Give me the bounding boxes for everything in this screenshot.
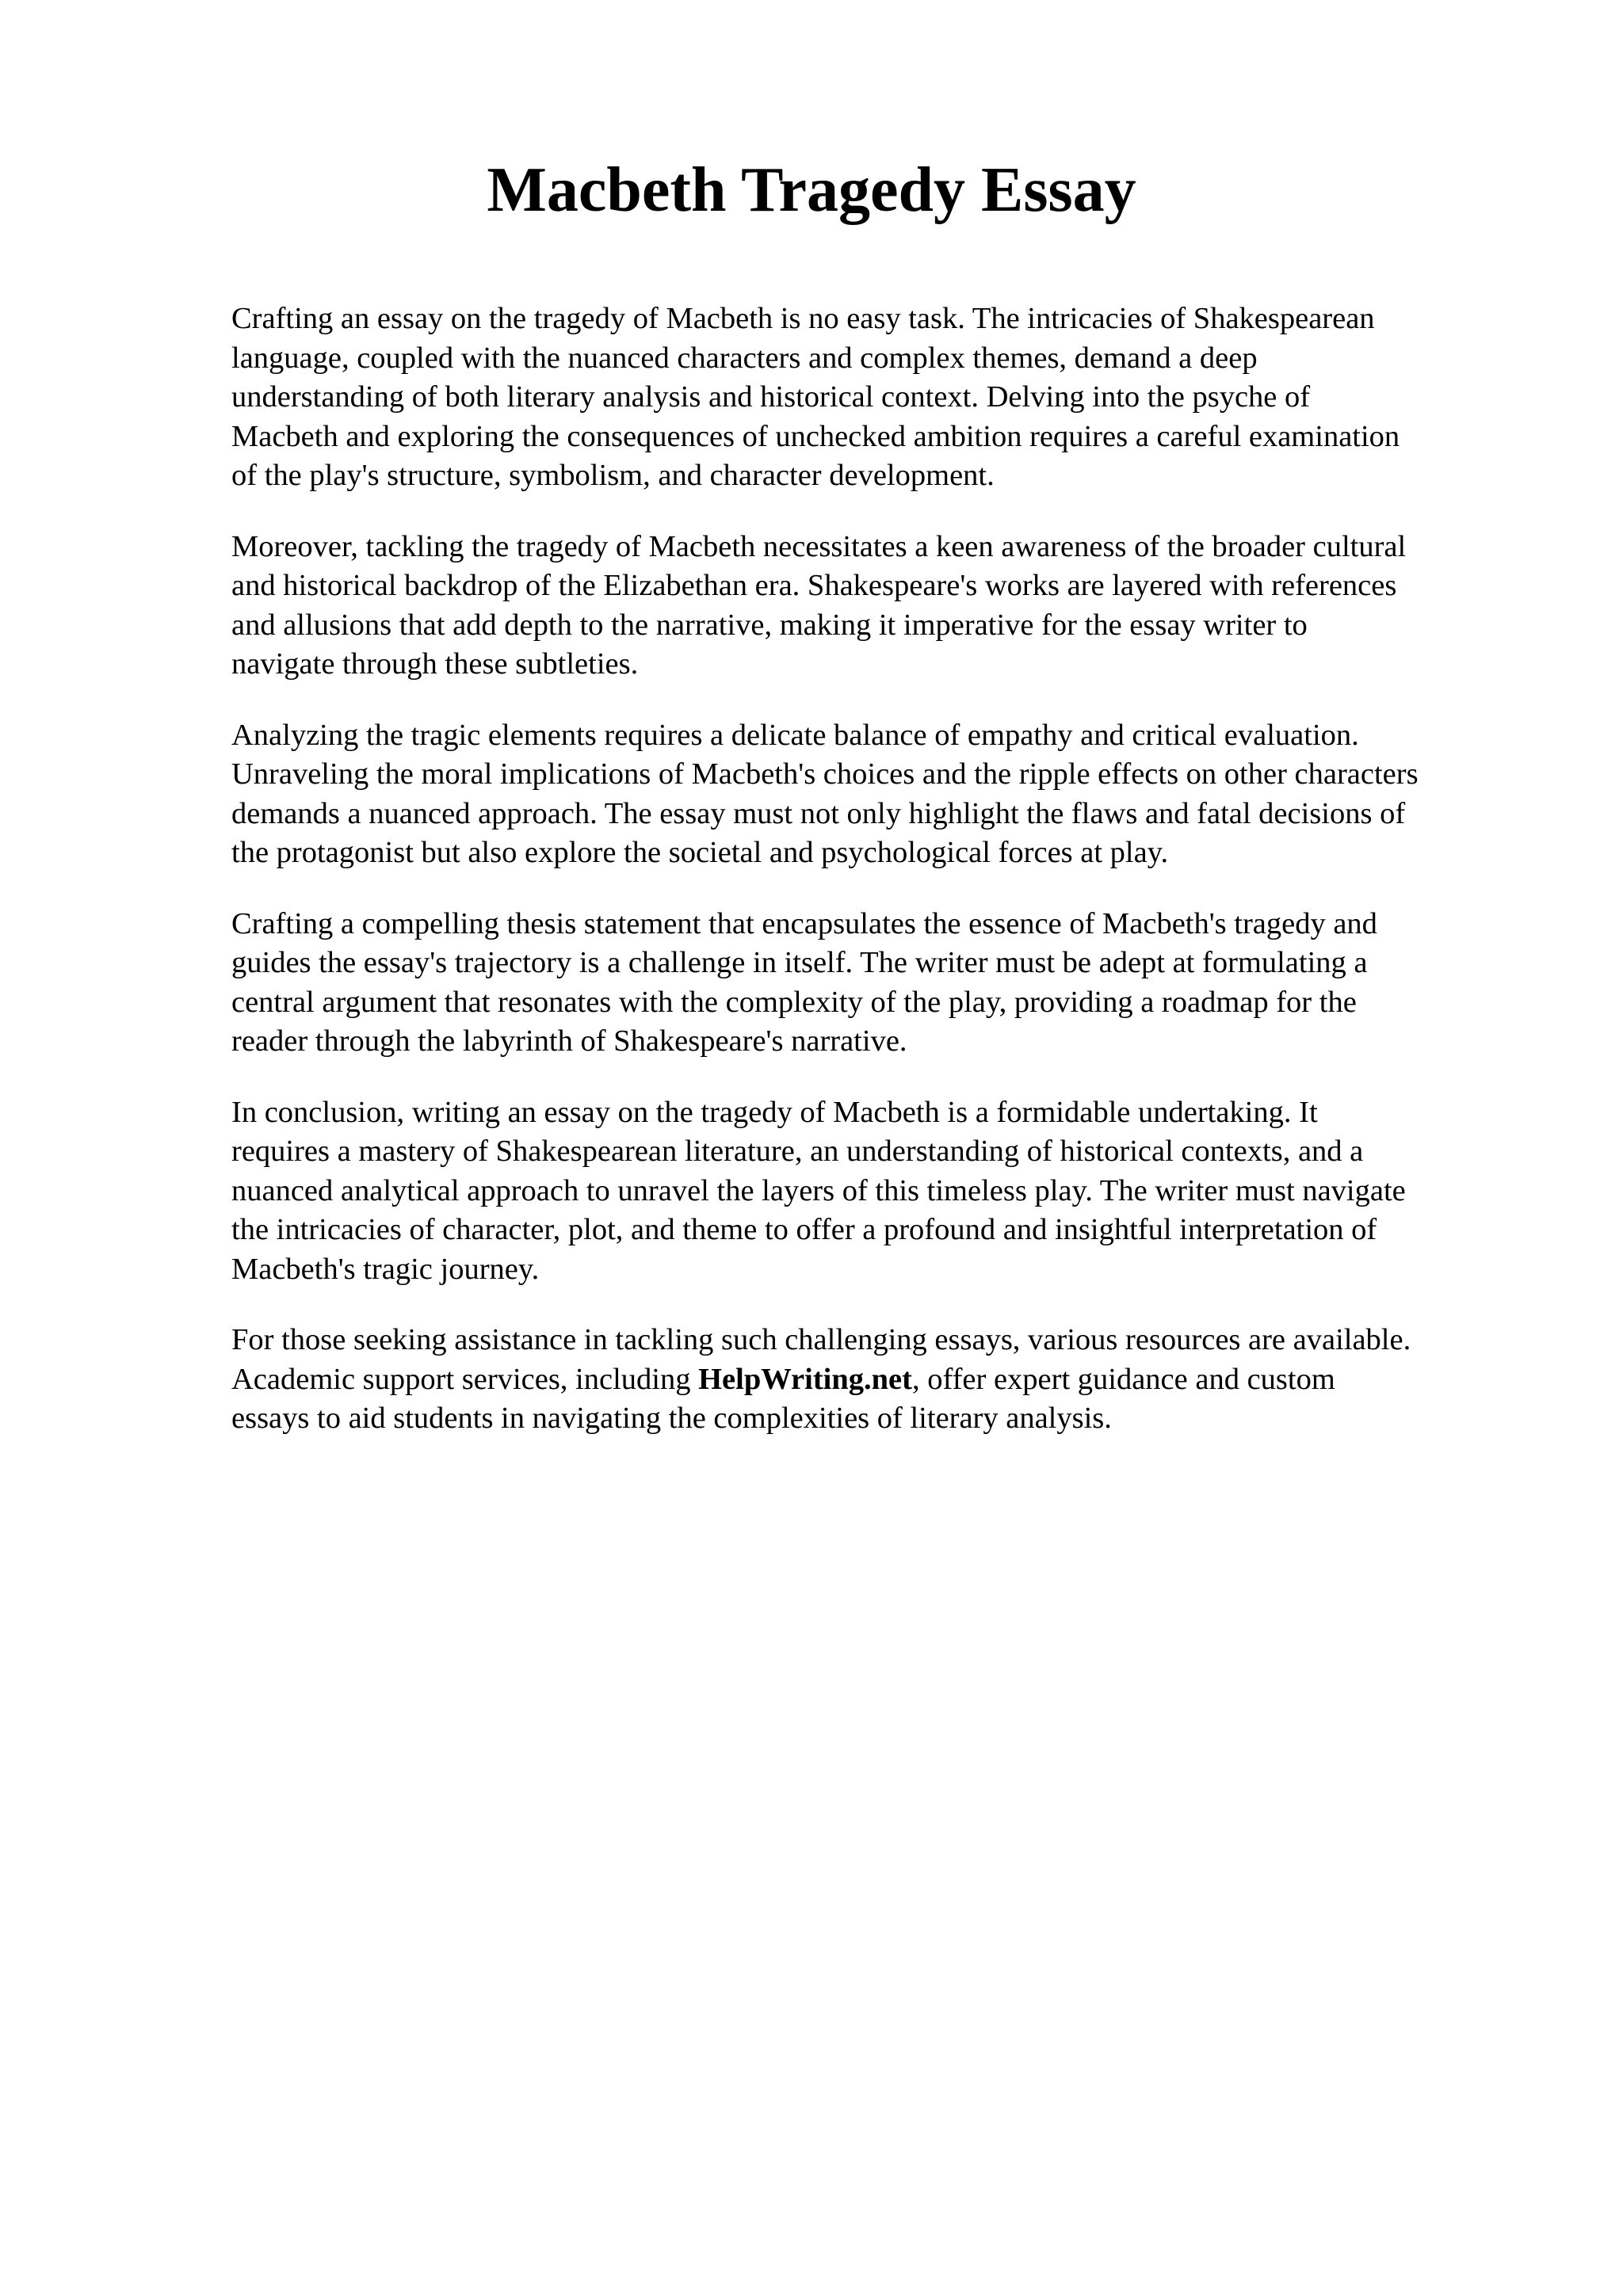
paragraph-line: Crafting a compelling thesis statement that encapsulates the essence of Macbeth's tragedy and bbox=[231, 906, 1377, 940]
paragraph-line: Crafting an essay on the tragedy of Macbeth is no easy task. The intricacies of Shakespearean bbox=[231, 302, 1375, 335]
paragraph-line: central argument that resonates with the complexity of the play, providing a roadmap for the bbox=[231, 985, 1357, 1019]
paragraph-line: Moreover, tackling the tragedy of Macbeth necessitates a keen awareness of the broader cultural bbox=[231, 529, 1407, 563]
paragraph-line: the intricacies of character, plot, and theme to offer a profound and insightful interpretation of bbox=[231, 1213, 1377, 1246]
paragraph-line: understanding of both literary analysis and historical context. Delving into the psyche of bbox=[231, 380, 1311, 414]
paragraph-line: In conclusion, writing an essay on the tragedy of Macbeth is a formidable undertaking. It bbox=[231, 1095, 1318, 1129]
paragraph-line: guides the essay's trajectory is a challenge in itself. The writer must be adept at formulating a bbox=[231, 946, 1368, 979]
paragraph-line: navigate through these subtleties. bbox=[231, 647, 639, 681]
paragraph-line: language, coupled with the nuanced characters and complex themes, demand a deep bbox=[231, 341, 1258, 375]
helpwriting-link[interactable]: HelpWriting.net bbox=[698, 1362, 912, 1396]
paragraph-line: and allusions that add depth to the narrative, making it imperative for the essay writer to bbox=[231, 608, 1308, 642]
paragraph-2 bbox=[231, 528, 1515, 685]
paragraph-line-with-link bbox=[231, 1360, 1515, 1400]
paragraph-3 bbox=[231, 716, 1515, 873]
line-text-before-link: Academic support services, including bbox=[231, 1362, 699, 1396]
paragraph-line: demands a nuanced approach. The essay must not only highlight the flaws and fatal decisions of bbox=[231, 796, 1406, 830]
paragraph-line: nuanced analytical approach to unravel the layers of this timeless play. The writer must navigate bbox=[231, 1173, 1406, 1207]
paragraph-line: requires a mastery of Shakespearean literature, an understanding of historical contexts, and a bbox=[231, 1135, 1364, 1168]
paragraph-line: Macbeth's tragic journey. bbox=[231, 1252, 540, 1286]
paragraph-line: and historical backdrop of the Elizabethan era. Shakespeare's works are layered with references bbox=[231, 569, 1397, 602]
paragraph-line: Unraveling the moral implications of Macbeth's choices and the ripple effects on other characters bbox=[231, 757, 1419, 791]
document-body bbox=[231, 299, 1515, 1470]
paragraph-6 bbox=[231, 1321, 1515, 1439]
paragraph-line: reader through the labyrinth of Shakespeare's narrative. bbox=[231, 1024, 907, 1058]
paragraph-4 bbox=[231, 905, 1515, 1062]
paragraph-line: For those seeking assistance in tackling such challenging essays, various resources are available. bbox=[231, 1323, 1411, 1356]
document-title: Macbeth Tragedy Essay bbox=[487, 155, 1136, 225]
line-text-after-link: , offer expert guidance and custom bbox=[911, 1362, 1335, 1396]
paragraph-5 bbox=[231, 1093, 1515, 1290]
paragraph-line: essays to aid students in navigating the complexities of literary analysis. bbox=[231, 1402, 1112, 1435]
paragraph-line: of the play's structure, symbolism, and character development. bbox=[231, 459, 995, 492]
paragraph-1 bbox=[231, 299, 1515, 496]
paragraph-line: Macbeth and exploring the consequences of unchecked ambition requires a careful examination bbox=[231, 419, 1400, 453]
paragraph-line: the protagonist but also explore the societal and psychological forces at play. bbox=[231, 836, 1169, 869]
paragraph-line: Analyzing the tragic elements requires a delicate balance of empathy and critical evaluation. bbox=[231, 718, 1359, 752]
